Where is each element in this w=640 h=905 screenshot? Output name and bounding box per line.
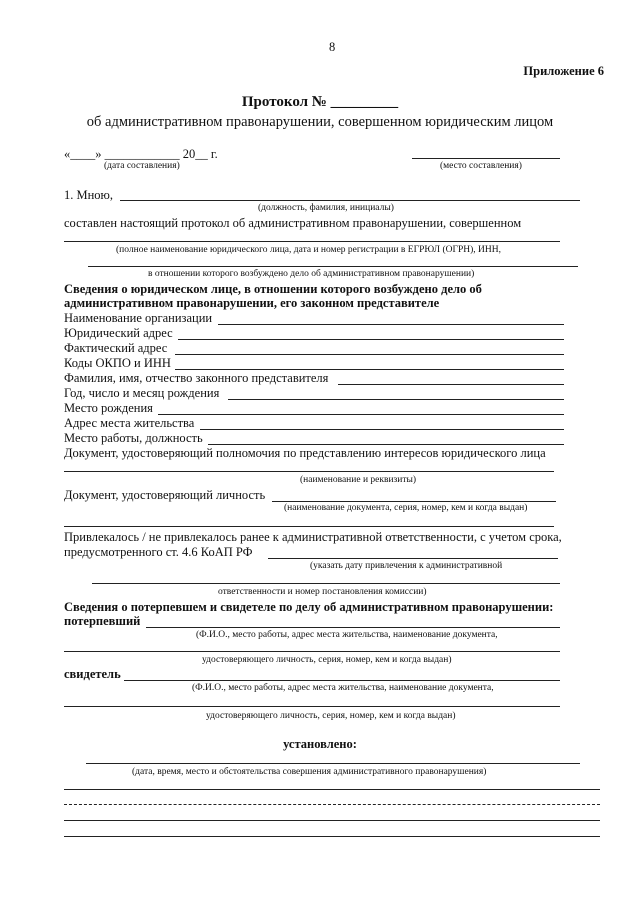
field-workplace-input[interactable] <box>208 444 564 445</box>
field-workplace-label: Место работы, должность <box>64 431 203 445</box>
section2-heading: Сведения о потерпевшем и свидетеле по делу об административном правонарушении: <box>64 600 554 614</box>
composed-text: составлен настоящий протокол об административном правонарушении, совершенном <box>64 216 522 230</box>
liability-line2: предусмотренного ст. 4.6 КоАП РФ <box>64 545 253 559</box>
victim-caption1: (Ф.И.О., место работы, адрес места жительства, наименование документа, <box>196 630 498 640</box>
section1-heading-line1: Сведения о юридическом лице, в отношении которого возбуждено дело об <box>64 282 482 296</box>
item1-caption: (должность, фамилия, инициалы) <box>258 203 394 213</box>
field-org-name-input[interactable] <box>218 324 564 325</box>
field-codes-input[interactable] <box>175 369 564 370</box>
field-birthdate-input[interactable] <box>228 399 564 400</box>
established-line-1[interactable] <box>64 789 600 790</box>
liability-caption1: (указать дату привлечения к административной <box>310 561 503 571</box>
witness-label: свидетель <box>64 667 121 681</box>
established-line-3[interactable] <box>64 820 600 821</box>
date-field[interactable]: «____» ____________ 20__ г. <box>64 147 218 161</box>
doc-caption: (наименование и реквизиты) <box>300 475 417 485</box>
item1-field[interactable] <box>120 200 580 201</box>
liability-line1: Привлекалось / не привлекалось ранее к административной ответственности, с учетом срока, <box>64 530 562 544</box>
document-subtitle: об административном правонарушении, совершенном юридическим лицом <box>86 114 554 130</box>
field-actual-address-input[interactable] <box>175 354 564 355</box>
field-birthdate-label: Год, число и месяц рождения <box>64 386 220 400</box>
witness-input-2[interactable] <box>64 706 560 707</box>
established-heading: установлено: <box>283 737 357 751</box>
victim-caption2: удостоверяющего личность, серия, номер, кем и когда выдан) <box>202 655 452 665</box>
field-representative-label: Фамилия, имя, отчество законного представителя <box>64 371 329 385</box>
entity-caption: (полное наименование юридического лица, дата и номер регистрации в ЕГРЮЛ (ОГРН), ИНН, <box>116 245 502 255</box>
field-legal-address-label: Юридический адрес <box>64 326 173 340</box>
section1-heading-line2: административном правонарушении, его законном представителе <box>64 296 440 310</box>
liability-input[interactable] <box>268 558 558 559</box>
established-line-2[interactable] <box>64 804 600 805</box>
page-number: 8 <box>329 40 336 54</box>
established-input[interactable] <box>86 763 580 764</box>
field-authority-doc-label: Документ, удостоверяющий полномочия по представлению интересов юридического лица <box>64 446 546 460</box>
field-authority-doc-input[interactable] <box>64 471 554 472</box>
identity-doc-label: Документ, удостоверяющий личность <box>64 488 266 502</box>
identity-doc-input-2[interactable] <box>64 526 554 527</box>
liability-input-2[interactable] <box>92 583 560 584</box>
entity-field[interactable] <box>64 241 560 242</box>
entity-field-2[interactable] <box>88 266 578 267</box>
established-line-4[interactable] <box>64 836 600 837</box>
field-codes-label: Коды ОКПО и ИНН <box>64 356 171 370</box>
field-representative-input[interactable] <box>338 384 564 385</box>
document-title: Протокол № _________ <box>241 94 399 110</box>
place-caption: (место составления) <box>440 161 522 171</box>
field-birthplace-label: Место рождения <box>64 401 153 415</box>
appendix-label: Приложение 6 <box>523 64 604 78</box>
case-caption: в отношении которого возбуждено дело об административном правонарушении) <box>148 269 475 279</box>
place-field[interactable] <box>412 158 560 159</box>
identity-doc-caption: (наименование документа, серия, номер, кем и когда выдан) <box>284 503 528 513</box>
field-residence-label: Адрес места жительства <box>64 416 195 430</box>
witness-caption2: удостоверяющего личность, серия, номер, кем и когда выдан) <box>206 711 456 721</box>
field-legal-address-input[interactable] <box>178 339 564 340</box>
item1-label: 1. Мною, <box>64 188 114 202</box>
date-caption: (дата составления) <box>104 161 180 171</box>
field-org-name-label: Наименование организации <box>64 311 213 325</box>
field-residence-input[interactable] <box>200 429 564 430</box>
identity-doc-input[interactable] <box>272 501 556 502</box>
witness-input[interactable] <box>124 680 560 681</box>
field-actual-address-label: Фактический адрес <box>64 341 168 355</box>
field-birthplace-input[interactable] <box>158 414 564 415</box>
established-caption: (дата, время, место и обстоятельства совершения административного правонарушения) <box>132 767 487 777</box>
victim-input-2[interactable] <box>64 651 560 652</box>
witness-caption1: (Ф.И.О., место работы, адрес места жительства, наименование документа, <box>192 683 494 693</box>
liability-caption2: ответственности и номер постановления комиссии) <box>218 587 427 597</box>
victim-input[interactable] <box>146 627 560 628</box>
victim-label: потерпевший <box>64 614 141 628</box>
